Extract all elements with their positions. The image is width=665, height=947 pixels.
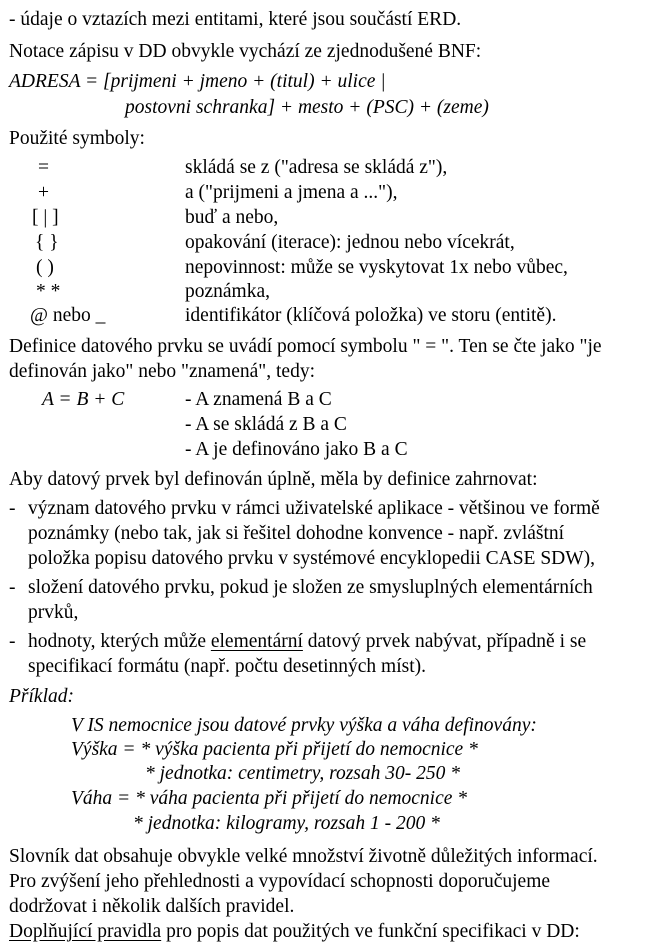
dictionary-para-line: Slovník dat obsahuje obvykle velké množství životně důležitých informací.: [9, 846, 598, 867]
bullet-dash: -: [9, 631, 16, 652]
symbol-description: nepovinnost: může se vyskytovat 1x nebo vůbec,: [185, 257, 568, 278]
symbol: +: [38, 182, 49, 203]
underlined-word: elementární: [210, 631, 303, 652]
symbol-description: opakování (iterace): jednou nebo vícekrát,: [185, 232, 515, 253]
dictionary-para-line: dodržovat i několik dalších pravidel.: [9, 896, 295, 917]
symbol: @ nebo _: [30, 305, 106, 326]
symbol: * *: [36, 281, 61, 302]
symbol: [ | ]: [32, 207, 59, 228]
definition-para-line-2: definován jako" nebo "znamená", tedy:: [9, 361, 315, 382]
example-heading: Příklad:: [9, 686, 74, 707]
symbol: ( ): [36, 257, 54, 278]
symbol: =: [38, 157, 49, 178]
bullet-line: prvků,: [28, 602, 79, 623]
symbol-description: poznámka,: [185, 281, 271, 302]
bullet-line: položka popisu datového prvku v systémové encyklopedii CASE SDW),: [28, 548, 596, 569]
example-formula: A = B + C: [42, 389, 125, 410]
bullet-line: význam datového prvku v rámci uživatelské aplikace - většinou ve formě: [28, 498, 600, 519]
example-vaha-line-2: * jednotka: kilogramy, rozsah 1 - 200 *: [133, 813, 440, 834]
symbol-description: skládá se z ("adresa se skládá z"),: [185, 157, 448, 178]
bnf-line-1: ADRESA = [prijmeni + jmeno + (titul) + ulice |: [9, 71, 386, 92]
intro-line: - údaje o vztazích mezi entitami, které jsou součástí ERD.: [9, 9, 462, 30]
example-meaning: - A znamená B a C: [185, 389, 332, 410]
bullet-line: poznámky (nebo tak, jak si řešitel dohodne konvence - např. zvláštní: [28, 523, 565, 544]
example-vaha-line-1: Váha = * váha pacienta při přijetí do nemocnice *: [71, 788, 468, 809]
bullet-line: specifikací formátu (např. počtu desetinných míst).: [28, 656, 426, 677]
bullet-dash: -: [9, 498, 16, 519]
symbol-description: identifikátor (klíčová položka) ve storu (entitě).: [185, 305, 557, 326]
underlined-phrase: Doplňující pravidla: [9, 921, 162, 942]
symbol-description: a ("prijmeni a jmena a ..."),: [185, 182, 398, 203]
symbols-heading: Použité symboly:: [9, 128, 145, 149]
definition-para-line-1: Definice datového prvku se uvádí pomocí symbolu " = ". Ten se čte jako "je: [9, 336, 602, 357]
complete-definition-line: Aby datový prvek byl definován úplně, měla by definice zahrnovat:: [9, 469, 538, 490]
example-meaning: - A je definováno jako B a C: [185, 439, 408, 460]
bullet-line: složení datového prvku, pokud je složen ze smysluplných elementárních: [28, 577, 593, 598]
bullet-line: hodnoty, kterých může elementární datový prvek nabývat, případně i se: [28, 631, 587, 652]
example-intro: V IS nemocnice jsou datové prvky výška a váha definovány:: [71, 715, 537, 736]
example-vyska-line-1: Výška = * výška pacienta při přijetí do nemocnice *: [71, 739, 478, 760]
final-line: Doplňující pravidla pro popis dat použitých ve funkční specifikaci v DD:: [9, 921, 580, 942]
dictionary-para-line: Pro zvýšení jeho přehlednosti a vypovídací schopnosti doporučujeme: [9, 871, 551, 892]
bnf-line-2: postovni schranka] + mesto + (PSC) + (zeme): [125, 97, 489, 118]
bullet-dash: -: [9, 577, 16, 598]
example-vyska-line-2: * jednotka: centimetry, rozsah 30- 250 *: [145, 763, 461, 784]
symbol: { }: [35, 232, 59, 253]
example-meaning: - A se skládá z B a C: [185, 414, 347, 435]
symbol-description: buď a nebo,: [185, 207, 279, 228]
notation-line: Notace zápisu v DD obvykle vychází ze zjednodušené BNF:: [9, 41, 482, 62]
